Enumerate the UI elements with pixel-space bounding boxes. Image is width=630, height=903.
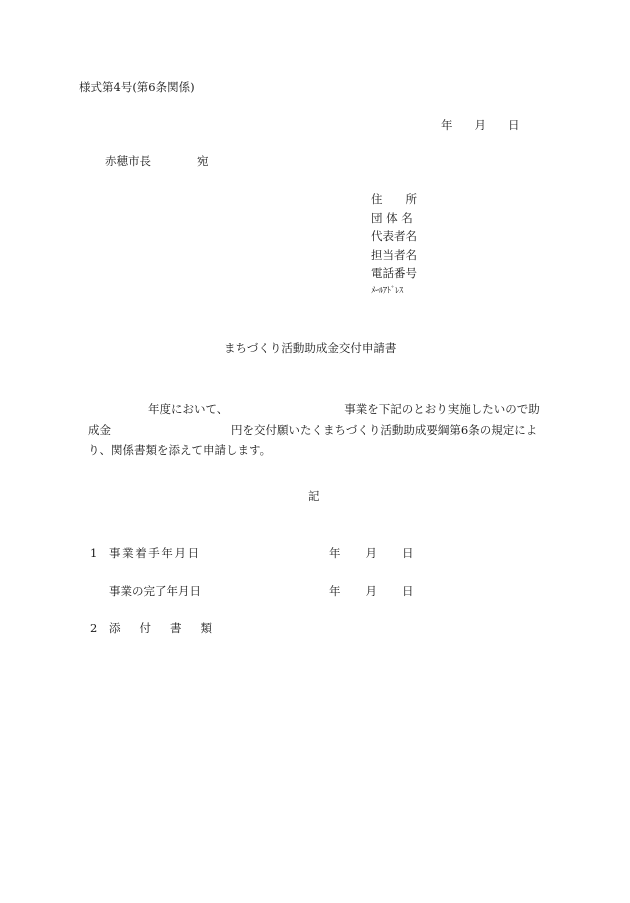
document-title: まちづくり活動助成金交付申請書 bbox=[224, 341, 397, 355]
item-2-number: 2 bbox=[90, 621, 98, 635]
item-1-label: 事業着手年月日 bbox=[109, 546, 201, 560]
start-day-label: 日 bbox=[402, 546, 414, 560]
start-year-label: 年 bbox=[329, 546, 341, 560]
body-amount-text: 円を交付願いたくまちづくり活動助成要綱第6条の規定によ bbox=[231, 422, 538, 437]
application-body bbox=[88, 399, 550, 461]
completion-day-label: 日 bbox=[402, 584, 414, 598]
applicant-fields bbox=[371, 194, 417, 306]
project-completion-date-fields bbox=[329, 586, 414, 598]
body-fiscal-year-text: 年度において、 bbox=[148, 402, 229, 416]
item-project-start-date bbox=[90, 548, 201, 560]
project-start-date-fields bbox=[329, 548, 414, 560]
body-project-text: 事業を下記のとおり実施したいので助 bbox=[344, 402, 540, 416]
completion-year-label: 年 bbox=[329, 584, 341, 598]
item-completion-label: 事業の完了年月日 bbox=[109, 584, 201, 598]
completion-month-label: 月 bbox=[365, 584, 377, 598]
body-grant-text: 成金 bbox=[88, 422, 111, 437]
date-year-label: 年 bbox=[441, 118, 453, 132]
item-project-completion-date bbox=[109, 586, 201, 598]
field-email-address: ﾒｰﾙｱﾄﾞﾚｽ bbox=[371, 285, 403, 296]
field-representative-name: 代表者名 bbox=[371, 229, 417, 244]
application-date bbox=[441, 120, 520, 132]
addressee bbox=[105, 156, 209, 168]
field-organization-name: 団 体 名 bbox=[371, 210, 413, 225]
form-number: 様式第4号(第6条関係) bbox=[79, 80, 195, 94]
field-address: 住 所 bbox=[371, 192, 417, 206]
addressee-name: 赤穂市長 bbox=[105, 154, 151, 168]
addressee-suffix: 宛 bbox=[197, 154, 209, 168]
item-attached-documents bbox=[90, 623, 231, 635]
item-2-label: 添付書類 bbox=[109, 621, 231, 635]
field-phone-number: 電話番号 bbox=[371, 266, 417, 281]
ki-heading: 記 bbox=[308, 489, 320, 503]
date-month-label: 月 bbox=[474, 118, 486, 132]
body-line-2 bbox=[88, 420, 550, 441]
body-line-1 bbox=[88, 399, 550, 420]
start-month-label: 月 bbox=[365, 546, 377, 560]
body-line-3: り、関係書類を添えて申請します。 bbox=[88, 443, 272, 457]
date-day-label: 日 bbox=[508, 118, 520, 132]
item-1-number: 1 bbox=[90, 546, 98, 560]
field-contact-person: 担当者名 bbox=[371, 247, 417, 262]
